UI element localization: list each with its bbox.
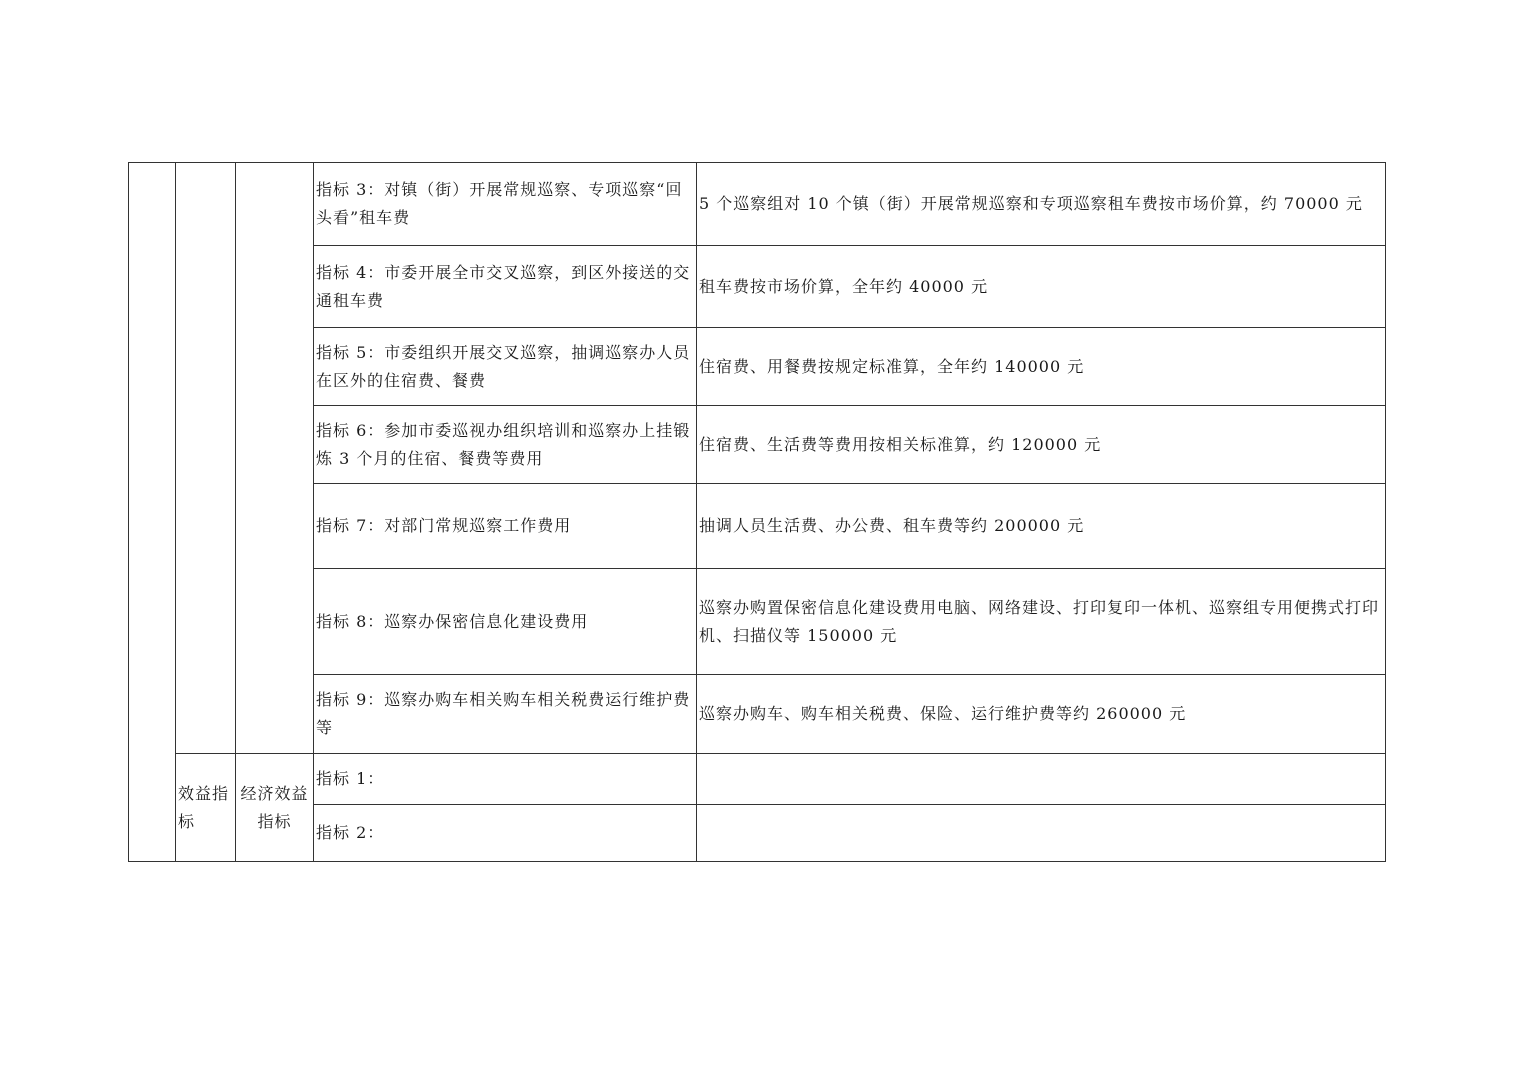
table-row (129, 163, 1386, 246)
performance-indicator-table (128, 162, 1386, 862)
table-row (129, 328, 1386, 406)
table-row (129, 246, 1386, 328)
table-row (129, 569, 1386, 675)
indicator-cell: 指标 2： (314, 805, 697, 862)
indicator-cell: 指标 3：对镇（街）开展常规巡察、专项巡察“回头看”租车费 (314, 163, 697, 246)
indicator-cell: 指标 6：参加市委巡视办组织培训和巡察办上挂锻炼 3 个月的住宿、餐费等费用 (314, 406, 697, 484)
level1-cell (129, 163, 176, 862)
indicator-cell: 指标 4：市委开展全市交叉巡察，到区外接送的交通租车费 (314, 246, 697, 328)
value-cell: 住宿费、生活费等费用按相关标准算，约 120000 元 (697, 406, 1386, 484)
level2-cell (176, 163, 236, 754)
benefit-category-cell: 效益指标 (176, 754, 236, 862)
table-row (129, 484, 1386, 569)
indicator-cell: 指标 5：市委组织开展交叉巡察，抽调巡察办人员在区外的住宿费、餐费 (314, 328, 697, 406)
table-row (129, 675, 1386, 754)
value-cell: 住宿费、用餐费按规定标准算，全年约 140000 元 (697, 328, 1386, 406)
level3-cell (236, 163, 314, 754)
indicator-cell: 指标 1： (314, 754, 697, 805)
value-cell: 巡察办购置保密信息化建设费用电脑、网络建设、打印复印一体机、巡察组专用便携式打印机、扫描仪等 150000 元 (697, 569, 1386, 675)
indicator-cell: 指标 7：对部门常规巡察工作费用 (314, 484, 697, 569)
value-cell: 巡察办购车、购车相关税费、保险、运行维护费等约 260000 元 (697, 675, 1386, 754)
table-row (129, 805, 1386, 862)
table-row (129, 406, 1386, 484)
benefit-subcategory-cell: 经济效益指标 (236, 754, 314, 862)
value-cell (697, 754, 1386, 805)
value-cell: 抽调人员生活费、办公费、租车费等约 200000 元 (697, 484, 1386, 569)
value-cell: 租车费按市场价算，全年约 40000 元 (697, 246, 1386, 328)
value-cell: 5 个巡察组对 10 个镇（街）开展常规巡察和专项巡察租车费按市场价算，约 70000 元 (697, 163, 1386, 246)
indicator-cell: 指标 9：巡察办购车相关购车相关税费运行维护费等 (314, 675, 697, 754)
table-row (129, 754, 1386, 805)
value-cell (697, 805, 1386, 862)
indicator-cell: 指标 8：巡察办保密信息化建设费用 (314, 569, 697, 675)
